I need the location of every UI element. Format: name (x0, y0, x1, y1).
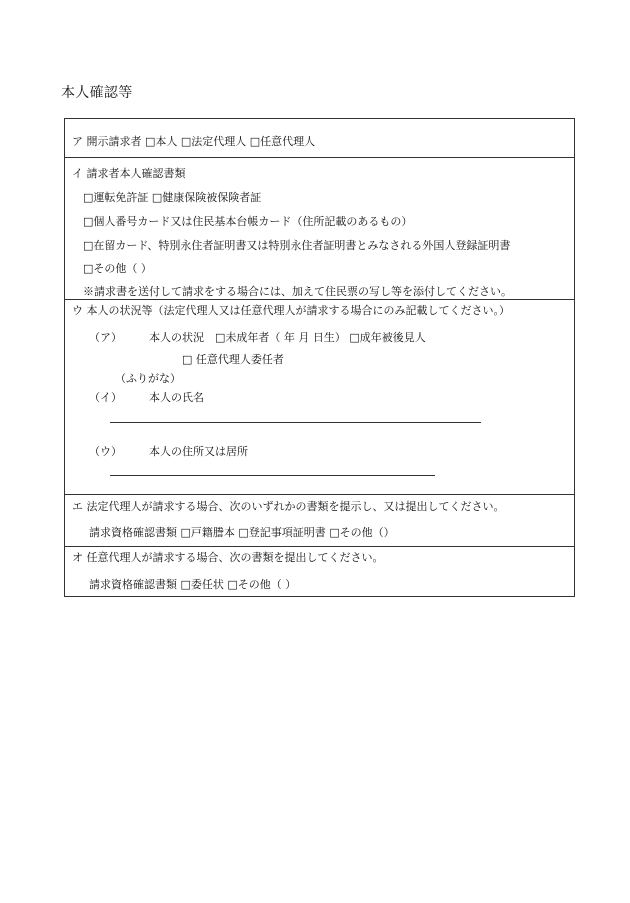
mail-request-note: ※請求書を送付して請求をする場合には、加えて住民票の写し等を添付してください。 (83, 285, 512, 298)
item-marker: （イ） (89, 391, 122, 404)
identity-verification-form (64, 118, 575, 597)
divider (65, 494, 574, 495)
id-document-option-line: □在留カード、特別永住者証明書又は特別永住者証明書とみなされる外国人登録証明書 (83, 239, 511, 252)
principal-status-options: □未成年者（ 年 月 日生） □成年被後見人 (215, 331, 426, 344)
requester-type-row: ア 開示請求者 □本人 □法定代理人 □任意代理人 (72, 135, 316, 148)
legal-representative-heading: エ 法定代理人が請求する場合、次のいずれかの書類を提示し、又は提出してください。 (72, 500, 505, 513)
id-documents-heading: イ 請求者本人確認書類 (72, 167, 186, 180)
item-marker: （ウ） (89, 445, 122, 458)
principal-status-label: 本人の状況 (149, 331, 204, 344)
principal-status-option-appointer: □ 任意代理人委任者 (182, 353, 284, 366)
furigana-label: （ふりがな） (115, 372, 181, 385)
item-marker: （ア） (89, 331, 122, 344)
id-document-option-line: □その他（ ） (83, 262, 152, 275)
id-document-option-line: □運転免許証 □健康保険被保険者証 (83, 191, 262, 204)
principal-status-heading: ウ 本人の状況等（法定代理人又は任意代理人が請求する場合にのみ記載してください。） (72, 304, 510, 317)
divider (65, 299, 574, 300)
voluntary-agent-heading: オ 任意代理人が請求する場合、次の書類を提出してください。 (72, 551, 384, 564)
divider (65, 546, 574, 547)
principal-name-blank (110, 422, 481, 423)
divider (65, 157, 574, 158)
legal-representative-documents: 請求資格確認書類 □戸籍謄本 □登記事項証明書 □その他（） (89, 526, 395, 539)
id-document-option-line: □個人番号カード又は住民基本台帳カード（住所記載のあるもの） (83, 215, 413, 228)
page-title: 本人確認等 (61, 85, 133, 101)
principal-address-blank (110, 475, 435, 476)
principal-address-label: 本人の住所又は居所 (149, 445, 248, 458)
voluntary-agent-documents: 請求資格確認書類 □委任状 □その他（ ） (89, 578, 297, 591)
principal-name-label: 本人の氏名 (149, 391, 204, 404)
